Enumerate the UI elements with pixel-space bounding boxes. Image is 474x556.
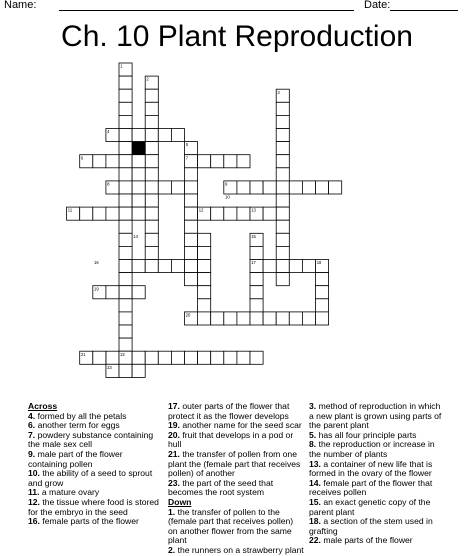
grid-cell[interactable] — [276, 233, 289, 246]
across-clue: 7. powdery substance containing the male sex cell — [28, 429, 154, 450]
grid-cell[interactable] — [185, 220, 198, 233]
grid-cell[interactable] — [237, 155, 250, 168]
grid-cell[interactable] — [276, 115, 289, 128]
grid-cell[interactable] — [132, 168, 145, 181]
cell-number: 12 — [198, 207, 204, 213]
cell-number: 20 — [185, 312, 191, 318]
down-clue: 14. female part of the flower that receives pollen — [309, 477, 433, 498]
cell-number: 16 — [94, 260, 99, 266]
grid-cell[interactable] — [119, 102, 132, 115]
cell-number: 5 — [185, 142, 189, 148]
grid-cell[interactable] — [276, 312, 289, 325]
cell-number: 8 — [107, 181, 110, 187]
grid-cell[interactable] — [302, 312, 315, 325]
grid-cell[interactable] — [145, 260, 158, 273]
grid-cell[interactable] — [185, 181, 198, 194]
cell-number: 6 — [80, 155, 84, 161]
grid-cell[interactable] — [276, 260, 289, 273]
grid-cell[interactable] — [185, 168, 198, 181]
grid-cell[interactable] — [132, 286, 145, 299]
grid-cell[interactable] — [119, 286, 132, 299]
grid-cell[interactable] — [198, 351, 211, 364]
grid-cell[interactable] — [316, 273, 329, 286]
grid-cell[interactable] — [145, 129, 158, 142]
grid-cell[interactable] — [276, 273, 289, 286]
cell-number: 17 — [251, 260, 256, 266]
grid-cell[interactable] — [276, 181, 289, 194]
grid-cell[interactable] — [198, 286, 211, 299]
grid-cell[interactable] — [132, 181, 145, 194]
down-heading: Down — [168, 496, 192, 507]
grid-cell[interactable] — [276, 246, 289, 259]
grid-cell[interactable] — [132, 364, 145, 377]
grid-cell[interactable] — [93, 207, 106, 220]
grid-cell[interactable] — [224, 207, 237, 220]
grid-cell[interactable] — [106, 155, 119, 168]
cell-number: 10 — [225, 194, 230, 200]
grid-cell[interactable] — [250, 351, 263, 364]
cell-number: 9 — [225, 181, 228, 187]
grid-cell[interactable] — [263, 312, 276, 325]
grid-cell[interactable] — [289, 181, 302, 194]
date-label: Date: — [364, 0, 391, 11]
grid-cell[interactable] — [198, 233, 211, 246]
cell-number: 3 — [277, 89, 280, 95]
cell-number: 15 — [251, 233, 256, 239]
across-clue: 16. female parts of the flower — [28, 516, 139, 527]
blocked-cell — [132, 142, 145, 155]
cell-number: 13 — [251, 207, 256, 213]
grid-cell[interactable] — [329, 181, 342, 194]
grid-cell[interactable] — [119, 155, 132, 168]
grid-cell[interactable] — [145, 142, 158, 155]
grid-cell[interactable] — [185, 194, 198, 207]
grid-cell[interactable] — [237, 312, 250, 325]
grid-cell[interactable] — [185, 207, 198, 220]
grid-cell[interactable] — [237, 207, 250, 220]
grid-cell[interactable] — [211, 351, 224, 364]
grid-cell[interactable] — [316, 312, 329, 325]
down-clue: 13. a container of new life that is formed in the ovary of the flower — [309, 458, 433, 479]
grid-cell[interactable] — [119, 181, 132, 194]
grid-cell[interactable] — [106, 207, 119, 220]
grid-cell[interactable] — [119, 168, 132, 181]
grid-cell[interactable] — [93, 155, 106, 168]
grid-cell[interactable] — [198, 155, 211, 168]
grid-cell[interactable] — [263, 181, 276, 194]
grid-cell[interactable] — [276, 155, 289, 168]
grid-cell[interactable] — [132, 260, 145, 273]
grid-cell[interactable] — [250, 181, 263, 194]
grid-cell[interactable] — [171, 351, 184, 364]
cell-number: 18 — [316, 260, 322, 266]
grid-cell[interactable] — [132, 351, 145, 364]
grid-cell[interactable] — [276, 168, 289, 181]
grid-cell[interactable] — [289, 312, 302, 325]
grid-cell[interactable] — [145, 181, 158, 194]
grid-cell[interactable] — [237, 351, 250, 364]
grid-cell[interactable] — [276, 207, 289, 220]
grid-cell[interactable] — [106, 286, 119, 299]
cell-number: 4 — [107, 129, 110, 135]
grid-cell[interactable] — [171, 260, 184, 273]
grid-cell[interactable] — [145, 89, 158, 102]
grid-cell[interactable] — [211, 312, 224, 325]
cell-number: 23 — [107, 364, 112, 370]
across-clue: 23. the part of the seed that becomes the root system — [168, 477, 274, 498]
grid-cell[interactable] — [302, 260, 315, 273]
down-clue: 3. method of reproduction in which a new plant is grown using parts of the parent plant — [309, 401, 442, 431]
across-heading: Across — [28, 401, 58, 411]
grid-cell[interactable] — [263, 207, 276, 220]
cell-number: 22 — [120, 351, 125, 357]
grid-cell[interactable] — [198, 299, 211, 312]
grid-cell[interactable] — [171, 129, 184, 142]
grid-cell[interactable] — [289, 260, 302, 273]
across-clue: 20. fruit that develops in a pod or hull — [168, 429, 294, 450]
across-clue: 11. a mature ovary — [28, 487, 100, 498]
grid-cell[interactable] — [132, 129, 145, 142]
grid-cell[interactable] — [185, 351, 198, 364]
cell-number: 19 — [94, 286, 99, 292]
across-clue: 6. another term for eggs — [28, 420, 120, 431]
grid-cell[interactable] — [119, 142, 132, 155]
grid-cell[interactable] — [145, 194, 158, 207]
grid-cell[interactable] — [119, 194, 132, 207]
down-clue: 1. the transfer of pollen to the (female part that receives pollen) on another flower from the same plant — [168, 506, 294, 546]
grid-cell[interactable] — [145, 351, 158, 364]
grid-cell[interactable] — [158, 129, 171, 142]
down-clue: 5. has all four principle parts — [309, 429, 417, 440]
across-clue: 4. formed by all the petals — [28, 410, 127, 421]
grid-cell[interactable] — [158, 181, 171, 194]
cell-number: 21 — [80, 351, 86, 357]
grid-cell[interactable] — [185, 260, 198, 273]
down-clue: 18. a section of the stem used in grafting — [309, 516, 433, 536]
cell-number: 11 — [67, 207, 73, 213]
grid-cell[interactable] — [171, 181, 184, 194]
down-clue: 8. the reproduction or increase in the number of plants — [309, 439, 435, 459]
grid-cell[interactable] — [250, 286, 263, 299]
grid-cell[interactable] — [185, 273, 198, 286]
grid-cell[interactable] — [132, 194, 145, 207]
grid-cell[interactable] — [119, 312, 132, 325]
grid-cell[interactable] — [276, 220, 289, 233]
cell-number: 14 — [133, 233, 138, 239]
grid-cell[interactable] — [145, 233, 158, 246]
down-clues-continued — [309, 402, 445, 546]
grid-cell[interactable] — [119, 129, 132, 142]
grid-cell[interactable] — [80, 207, 93, 220]
grid-cell[interactable] — [158, 260, 171, 273]
grid-cell[interactable] — [119, 220, 132, 233]
cell-number: 1 — [120, 63, 123, 69]
grid-cell[interactable] — [132, 207, 145, 220]
grid-cell[interactable] — [250, 246, 263, 259]
down-clue: 2. the runners on a strawberry plant — [168, 544, 304, 555]
grid-cell[interactable] — [93, 351, 106, 364]
grid-cell[interactable] — [198, 260, 211, 273]
grid-cell[interactable] — [276, 142, 289, 155]
grid-cell[interactable] — [132, 155, 145, 168]
grid-cell[interactable] — [119, 246, 132, 259]
grid-cell[interactable] — [185, 233, 198, 246]
grid-cell[interactable] — [145, 220, 158, 233]
down-clue: 15. an exact genetic copy of the parent plant — [309, 496, 431, 517]
grid-cell[interactable] — [119, 89, 132, 102]
grid-cell[interactable] — [119, 76, 132, 89]
across-clue: 12. the tissue where food is stored for the embryo in the seed — [28, 496, 159, 517]
grid-cell[interactable] — [316, 299, 329, 312]
grid-cell[interactable] — [316, 181, 329, 194]
across-clues — [28, 402, 164, 527]
across-clue: 9. male part of the flower containing pollen — [28, 448, 123, 469]
cell-number: 2 — [146, 76, 149, 82]
grid-cell[interactable] — [250, 273, 263, 286]
grid-cell[interactable] — [263, 260, 276, 273]
grid-cell[interactable] — [211, 155, 224, 168]
grid-cell[interactable] — [250, 299, 263, 312]
grid-cell[interactable] — [145, 115, 158, 128]
grid-cell[interactable] — [106, 351, 119, 364]
grid-cell[interactable] — [119, 364, 132, 377]
grid-cell[interactable] — [119, 325, 132, 338]
grid-cell[interactable] — [211, 207, 224, 220]
across-clue: 10. the ability of a seed to sprout and grow — [28, 468, 153, 488]
grid-cell[interactable] — [145, 155, 158, 168]
grid-cell[interactable] — [198, 246, 211, 259]
down-clue: 22. male parts of the flower — [309, 535, 413, 546]
grid-cell[interactable] — [198, 273, 211, 286]
grid-cell[interactable] — [237, 181, 250, 194]
grid-cell[interactable] — [119, 299, 132, 312]
grid-cell[interactable] — [302, 181, 315, 194]
grid-cell[interactable] — [276, 129, 289, 142]
grid-cell[interactable] — [119, 207, 132, 220]
grid-cell[interactable] — [276, 194, 289, 207]
grid-cell[interactable] — [145, 102, 158, 115]
grid-cell[interactable] — [185, 246, 198, 259]
grid-cell[interactable] — [224, 312, 237, 325]
cell-number: 7 — [185, 155, 189, 161]
across-clues-continued — [168, 402, 304, 556]
grid-cell[interactable] — [224, 155, 237, 168]
grid-cell[interactable] — [250, 312, 263, 325]
page-title: Ch. 10 Plant Reproduction — [61, 20, 413, 53]
grid-cell[interactable] — [198, 312, 211, 325]
grid-cell[interactable] — [119, 115, 132, 128]
across-clue: 17. outer parts of the flower that protect it as the flower develops — [168, 401, 290, 421]
grid-cell[interactable] — [316, 286, 329, 299]
grid-cell[interactable] — [145, 168, 158, 181]
across-clue: 21. the transfer of pollen from one plant the (female part that receives pollen) of another — [168, 448, 301, 479]
grid-cell[interactable] — [276, 102, 289, 115]
grid-cell[interactable] — [119, 273, 132, 286]
grid-cell[interactable] — [119, 233, 132, 246]
grid-cell[interactable] — [145, 246, 158, 259]
grid-cell[interactable] — [224, 351, 237, 364]
across-clue: 19. another name for the seed scar — [168, 420, 302, 431]
name-label: Name: — [4, 0, 37, 11]
grid-cell[interactable] — [145, 207, 158, 220]
grid-cell[interactable] — [158, 351, 171, 364]
grid-cell[interactable] — [119, 338, 132, 351]
grid-cell[interactable] — [119, 260, 132, 273]
